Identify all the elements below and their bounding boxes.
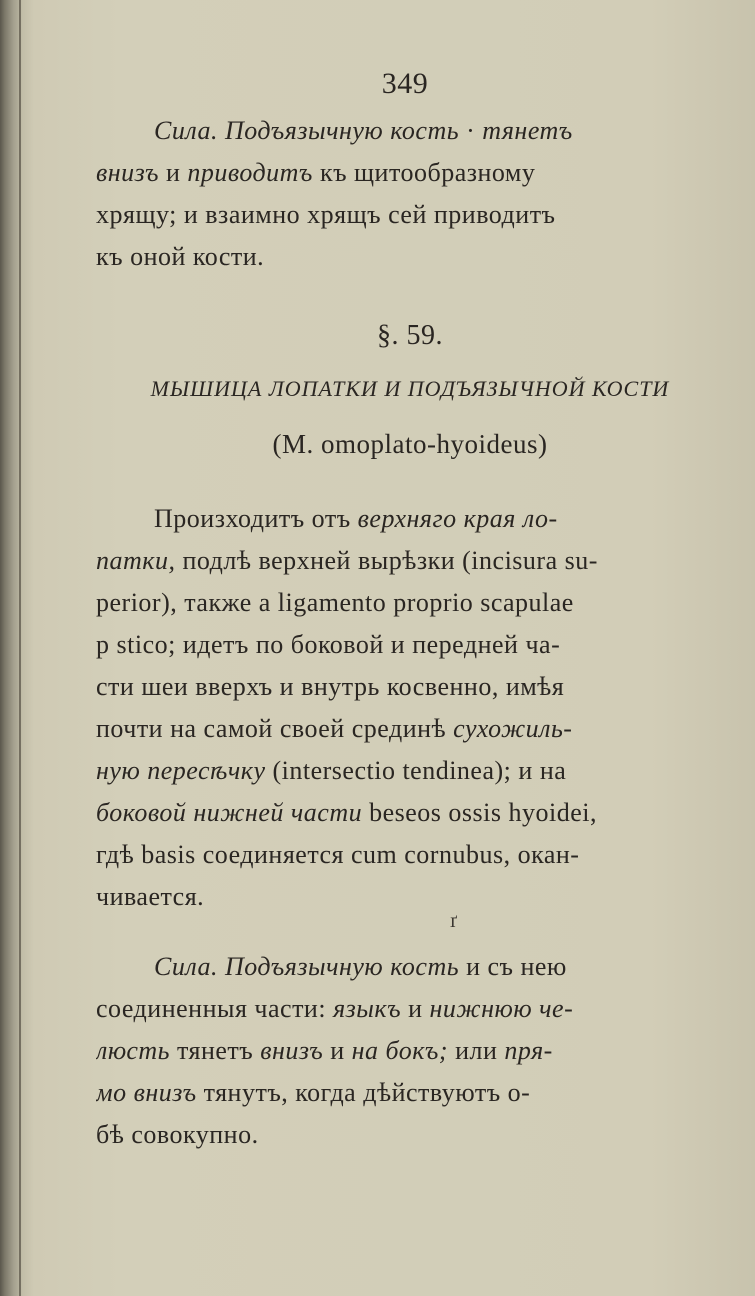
text-line — [96, 236, 724, 278]
text-run: beseos ossis hyoidei, — [362, 798, 597, 827]
page-content — [96, 58, 724, 1156]
text-run: · — [459, 116, 483, 145]
text-run: и — [158, 158, 188, 187]
text-run: тянутъ, когда дѣйствуютъ о- — [196, 1078, 531, 1107]
text-run: Произходитъ отъ — [154, 504, 358, 533]
text-line — [96, 194, 724, 236]
text-run: тянетъ — [169, 1036, 261, 1065]
text-line — [96, 666, 724, 708]
italic-run: верхняго края ло- — [357, 504, 558, 533]
text-run — [218, 116, 225, 145]
italic-run: приводитъ — [187, 158, 313, 187]
italic-run: пря- — [504, 1036, 553, 1065]
text-run: и — [323, 1036, 352, 1065]
section-heading: МЫШИЦА ЛОПАТКИ И ПОДЪЯЗЫЧНОЙ КОСТИ — [150, 376, 670, 401]
italic-run: люсть — [96, 1036, 170, 1065]
text-run: почти на самой своей срединѣ — [96, 714, 454, 743]
text-line — [96, 624, 724, 666]
text-line — [96, 1072, 724, 1114]
section-number: §. 59. — [377, 320, 443, 351]
text-line — [96, 876, 724, 918]
text-run: чивается. — [96, 882, 205, 911]
text-line — [96, 540, 724, 582]
text-line — [96, 988, 724, 1030]
paragraph-sila-1 — [96, 110, 724, 278]
stray-mark: ґ — [450, 910, 458, 932]
italic-run: тянетъ — [482, 116, 573, 145]
gutter-line — [19, 0, 21, 1296]
text-run: подлѣ верхней вырѣзки (incisura su- — [175, 546, 598, 575]
text-run: къ оной кости. — [96, 242, 265, 271]
italic-run: ную пересѣчку — [96, 756, 266, 785]
text-run: хрящу; и взаимно хрящъ сей приводитъ — [96, 200, 556, 229]
paragraph-origin — [96, 498, 724, 918]
italic-run: внизъ — [96, 158, 159, 187]
text-line — [96, 946, 724, 988]
italic-run: языкъ — [333, 994, 402, 1023]
text-line — [96, 708, 724, 750]
italic-run: Сила. — [154, 952, 218, 981]
italic-run: Сила. — [154, 116, 218, 145]
italic-run: Подъязычную кость — [225, 952, 460, 981]
text-line — [96, 834, 724, 876]
italic-run: сухожиль- — [453, 714, 573, 743]
latin-name: (M. omoplato-hyoideus) — [272, 429, 548, 459]
text-run: и съ нею — [459, 952, 567, 981]
text-run: p stico; идетъ по боковой и передней ча- — [96, 630, 561, 659]
text-line — [96, 498, 724, 540]
text-run: или — [448, 1036, 505, 1065]
text-run — [218, 952, 225, 981]
text-line — [96, 582, 724, 624]
page-number: 349 — [381, 67, 429, 100]
text-line — [96, 1114, 724, 1156]
text-run: и — [401, 994, 430, 1023]
italic-run: нижнюю че- — [429, 994, 574, 1023]
italic-run: внизъ — [260, 1036, 324, 1065]
text-run: сти шеи вверхъ и внутрь косвенно, имѣя — [96, 672, 565, 701]
italic-run: на бокъ; — [351, 1036, 449, 1065]
text-run: къ щитообразному — [312, 158, 536, 187]
text-run: соединенныя части: — [96, 994, 334, 1023]
text-line — [96, 792, 724, 834]
paragraph-sila-2 — [96, 946, 724, 1156]
text-run: (intersectio tendinea); и на — [265, 756, 567, 785]
italic-run: патки, — [96, 546, 176, 575]
italic-run: Подъязычную кость — [225, 116, 460, 145]
text-line — [96, 110, 724, 152]
text-line — [96, 750, 724, 792]
text-run: perior), также a ligamento proprio scapulae — [96, 588, 574, 617]
text-run: бѣ совокупно. — [96, 1120, 259, 1149]
italic-run: боковой нижней части — [96, 798, 363, 827]
text-line — [96, 152, 724, 194]
text-line — [96, 1030, 724, 1072]
text-run: гдѣ basis соединяется cum cornubus, окан- — [96, 840, 580, 869]
italic-run: мо внизъ — [96, 1078, 197, 1107]
